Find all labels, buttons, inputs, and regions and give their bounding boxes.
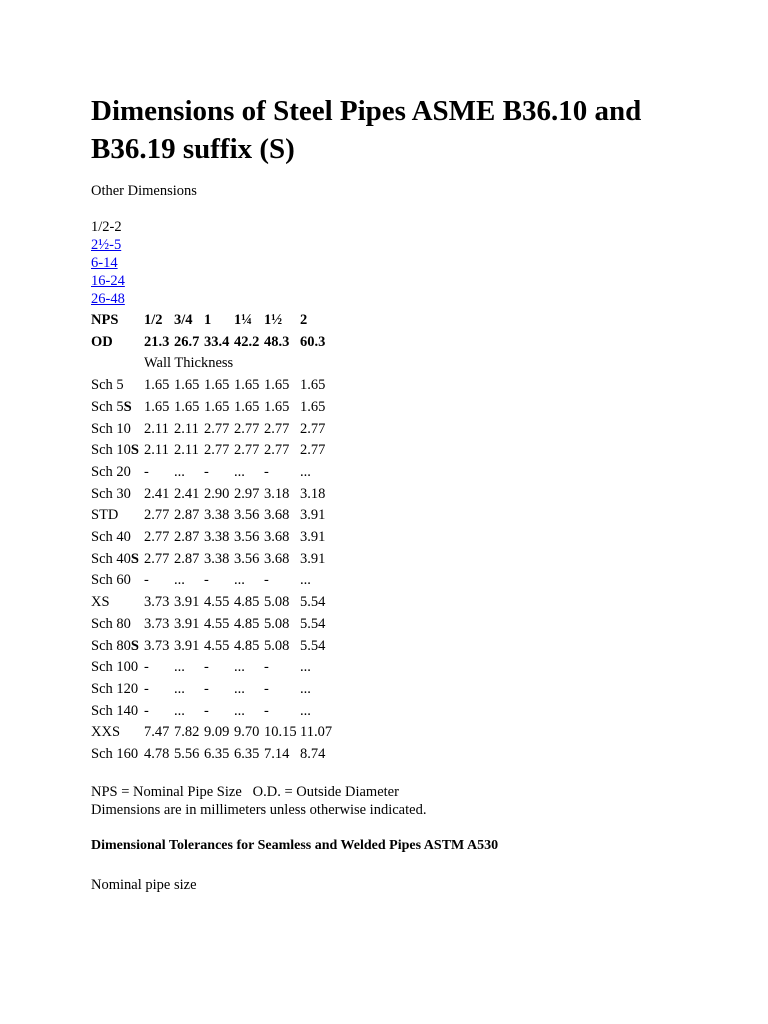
wall-thickness-cell: 2.77 [144, 507, 170, 524]
schedule-label-text: Sch 20 [91, 463, 131, 480]
units-note: Dimensions are in millimeters unless otherwise indicated. [91, 802, 427, 818]
wall-thickness-cell: 3.38 [204, 550, 230, 567]
wall-thickness-cell: 10.15 [264, 724, 297, 741]
wall-thickness-cell: 4.85 [234, 615, 260, 632]
schedule-label [91, 679, 144, 701]
wall-thickness-cell: 2.77 [234, 442, 260, 459]
wall-thickness-cell: 3.68 [264, 550, 290, 567]
schedule-label [91, 549, 144, 571]
empty-cell [91, 353, 144, 375]
wall-thickness-cell: - [144, 572, 149, 589]
schedule-row [91, 679, 340, 701]
schedule-row [91, 614, 340, 636]
schedule-label-text: Sch 100 [91, 659, 139, 676]
wall-thickness-cell: - [204, 680, 209, 697]
schedule-label [91, 527, 144, 549]
wall-thickness-cell: 2.87 [174, 529, 200, 546]
wall-thickness-cell: - [264, 463, 269, 480]
schedule-row [91, 397, 340, 419]
schedule-label [91, 592, 144, 614]
schedule-label-text: Sch 140 [91, 702, 139, 719]
schedule-label [91, 657, 144, 679]
wall-thickness-cell: 3.38 [204, 529, 230, 546]
schedule-label [91, 397, 144, 419]
od-value-cell: 33.4 [204, 333, 230, 350]
wall-thickness-cell: 2.77 [204, 442, 230, 459]
wall-thickness-cell: 1.65 [264, 377, 290, 394]
wall-thickness-cell: 5.54 [300, 637, 326, 654]
wall-thickness-cell: 2.77 [234, 420, 260, 437]
schedule-label-text: Sch 80 [91, 637, 131, 654]
wall-thickness-cell: 3.91 [300, 529, 326, 546]
wall-thickness-cell: 3.91 [174, 637, 200, 654]
wall-thickness-cell: 3.91 [300, 507, 326, 524]
schedule-suffix: S [123, 398, 132, 415]
wall-thickness-cell: - [204, 702, 209, 719]
size-range-link-26-48[interactable]: 26-48 [91, 291, 125, 307]
wall-thickness-cell: 4.55 [204, 615, 230, 632]
schedule-row [91, 505, 340, 527]
wall-thickness-cell: ... [174, 463, 185, 480]
schedule-label [91, 375, 144, 397]
wall-thickness-cell: 2.77 [300, 420, 326, 437]
wall-thickness-cell: 2.11 [144, 442, 169, 459]
schedule-label-text: Sch 5 [91, 398, 124, 415]
wall-thickness-cell: ... [300, 680, 311, 697]
wall-thickness-label: Wall Thickness [144, 355, 234, 372]
schedule-row [91, 440, 340, 462]
schedule-label [91, 484, 144, 506]
wall-thickness-cell: - [264, 702, 269, 719]
wall-thickness-cell: - [144, 659, 149, 676]
schedule-label [91, 701, 144, 723]
wall-thickness-cell: ... [174, 680, 185, 697]
wall-thickness-cell: 11.07 [300, 724, 333, 741]
schedule-row [91, 527, 340, 549]
schedule-row [91, 484, 340, 506]
wall-thickness-cell: 3.73 [144, 615, 170, 632]
wall-thickness-cell: 3.56 [234, 550, 260, 567]
schedule-suffix: S [130, 442, 139, 459]
wall-thickness-cell: 5.54 [300, 615, 326, 632]
wall-thickness-cell: 3.73 [144, 637, 170, 654]
schedule-label [91, 505, 144, 527]
wall-thickness-cell: - [264, 659, 269, 676]
wall-thickness-cell: 4.78 [144, 746, 170, 763]
wall-thickness-cell: ... [174, 659, 185, 676]
size-range-current: 1/2-2 [91, 219, 122, 235]
wall-thickness-cell: 5.08 [264, 615, 290, 632]
wall-thickness-cell: 4.55 [204, 637, 230, 654]
nominal-pipe-size-label: Nominal pipe size [91, 877, 197, 893]
schedule-label-text: Sch 10 [91, 420, 131, 437]
wall-thickness-row [91, 353, 340, 375]
wall-thickness-cell: 3.56 [234, 529, 260, 546]
schedule-label [91, 614, 144, 636]
schedule-label [91, 440, 144, 462]
wall-thickness-cell: 1.65 [174, 398, 200, 415]
wall-thickness-cell: 7.14 [264, 746, 290, 763]
wall-thickness-cell: 1.65 [300, 377, 326, 394]
wall-thickness-cell: 1.65 [234, 377, 260, 394]
schedule-label-text: XS [91, 594, 110, 611]
nps-size-cell: 1 [204, 312, 212, 328]
wall-thickness-cell: 2.41 [144, 485, 170, 502]
od-value-cell: 60.3 [300, 333, 326, 350]
wall-thickness-cell: - [144, 463, 149, 480]
wall-thickness-cell: - [204, 659, 209, 676]
schedule-label [91, 722, 144, 744]
wall-thickness-cell: - [144, 680, 149, 697]
od-value-cell: 26.7 [174, 333, 200, 350]
wall-thickness-cell: 2.77 [264, 442, 290, 459]
wall-thickness-cell: 1.65 [300, 398, 326, 415]
schedule-label-text: Sch 40 [91, 550, 131, 567]
od-label: OD [91, 333, 113, 350]
schedule-suffix: S [130, 637, 139, 654]
schedule-label-text: Sch 160 [91, 746, 139, 763]
schedule-row [91, 744, 340, 766]
wall-thickness-cell: 3.56 [234, 507, 260, 524]
wall-thickness-cell: ... [234, 659, 245, 676]
wall-thickness-cell: 3.18 [264, 485, 290, 502]
wall-thickness-cell: 2.77 [144, 529, 170, 546]
wall-thickness-cell: 1.65 [204, 377, 230, 394]
pipe-dimensions-table [91, 310, 340, 766]
wall-thickness-cell: 2.87 [174, 550, 200, 567]
schedule-row [91, 375, 340, 397]
wall-thickness-cell: ... [174, 702, 185, 719]
wall-thickness-cell: 7.82 [174, 724, 200, 741]
wall-thickness-cell: ... [234, 702, 245, 719]
schedule-label [91, 636, 144, 658]
wall-thickness-cell: ... [234, 572, 245, 589]
wall-thickness-cell: 4.55 [204, 594, 230, 611]
wall-thickness-cell: 4.85 [234, 637, 260, 654]
wall-thickness-cell: 5.08 [264, 594, 290, 611]
wall-thickness-cell: 2.11 [174, 442, 199, 459]
wall-thickness-cell: 1.65 [144, 398, 170, 415]
notes [91, 783, 426, 819]
size-range-link-16-24[interactable]: 16-24 [91, 273, 125, 289]
schedule-label-text: Sch 10 [91, 442, 131, 459]
wall-thickness-cell: 1.65 [264, 398, 290, 415]
od-value-cell: 48.3 [264, 333, 290, 350]
wall-thickness-cell: 3.91 [300, 550, 326, 567]
nps-label: NPS [91, 312, 119, 328]
wall-thickness-cell: 3.91 [174, 615, 200, 632]
wall-thickness-cell: ... [300, 572, 311, 589]
wall-thickness-cell: 8.74 [300, 746, 326, 763]
wall-thickness-cell: 3.68 [264, 529, 290, 546]
wall-thickness-cell: 2.77 [300, 442, 326, 459]
nps-header-row [91, 310, 340, 332]
wall-thickness-cell: ... [234, 680, 245, 697]
nps-size-cell: 1/2 [144, 312, 163, 328]
schedule-label [91, 570, 144, 592]
wall-thickness-cell: 2.11 [174, 420, 199, 437]
wall-thickness-cell: 5.56 [174, 746, 200, 763]
wall-thickness-cell: 2.77 [264, 420, 290, 437]
schedule-label-text: Sch 5 [91, 377, 124, 394]
wall-thickness-cell: - [144, 702, 149, 719]
wall-thickness-cell: 2.11 [144, 420, 169, 437]
wall-thickness-cell: 2.41 [174, 485, 200, 502]
wall-thickness-cell: - [264, 572, 269, 589]
schedule-label-text: Sch 40 [91, 529, 131, 546]
wall-thickness-cell: 3.73 [144, 594, 170, 611]
nps-size-cell: 1½ [264, 312, 283, 328]
wall-thickness-cell: 1.65 [174, 377, 200, 394]
schedule-row [91, 570, 340, 592]
schedule-row [91, 462, 340, 484]
wall-thickness-cell: 9.70 [234, 724, 260, 741]
size-range-list [91, 218, 125, 308]
wall-thickness-cell: 1.65 [234, 398, 260, 415]
schedule-label-text: Sch 80 [91, 615, 131, 632]
schedule-label-text: XXS [91, 724, 121, 741]
wall-thickness-cell: 2.87 [174, 507, 200, 524]
schedule-row [91, 701, 340, 723]
wall-thickness-cell: 7.47 [144, 724, 170, 741]
wall-thickness-cell: 1.65 [204, 398, 230, 415]
page-title: Dimensions of Steel Pipes ASME B36.10 and B36.19 suffix (S) [91, 95, 642, 165]
wall-thickness-cell: ... [174, 572, 185, 589]
wall-thickness-cell: - [264, 680, 269, 697]
wall-thickness-cell: 2.97 [234, 485, 260, 502]
schedule-row [91, 592, 340, 614]
schedule-label-text: STD [91, 507, 119, 524]
abbreviation-legend: NPS = Nominal Pipe Size O.D. = Outside Diameter [91, 784, 399, 800]
schedule-row [91, 419, 340, 441]
wall-thickness-cell: 3.91 [174, 594, 200, 611]
wall-thickness-cell: 6.35 [234, 746, 260, 763]
wall-thickness-cell: ... [300, 463, 311, 480]
schedule-label [91, 462, 144, 484]
schedule-label [91, 744, 144, 766]
wall-thickness-cell: 5.54 [300, 594, 326, 611]
od-row [91, 332, 340, 354]
od-value-cell: 21.3 [144, 333, 170, 350]
wall-thickness-cell: 6.35 [204, 746, 230, 763]
wall-thickness-cell: 2.77 [204, 420, 230, 437]
schedule-row [91, 636, 340, 658]
wall-thickness-cell: ... [300, 659, 311, 676]
schedule-row [91, 549, 340, 571]
schedule-label-text: Sch 30 [91, 485, 131, 502]
wall-thickness-cell: 5.08 [264, 637, 290, 654]
wall-thickness-cell: 1.65 [144, 377, 170, 394]
wall-thickness-cell: ... [234, 463, 245, 480]
wall-thickness-cell: 3.68 [264, 507, 290, 524]
wall-thickness-cell: 2.77 [144, 550, 170, 567]
nps-size-cell: 1¼ [234, 312, 253, 328]
schedule-suffix: S [130, 550, 139, 567]
nps-size-cell: 2 [300, 312, 308, 328]
wall-thickness-cell: - [204, 463, 209, 480]
tolerances-heading: Dimensional Tolerances for Seamless and Welded Pipes ASTM A530 [91, 838, 499, 853]
schedule-label [91, 419, 144, 441]
wall-thickness-cell: 3.38 [204, 507, 230, 524]
size-range-link-6-14[interactable]: 6-14 [91, 255, 118, 271]
schedule-row [91, 657, 340, 679]
schedule-label-text: Sch 120 [91, 680, 139, 697]
wall-thickness-cell: 2.90 [204, 485, 230, 502]
schedule-label-text: Sch 60 [91, 572, 131, 589]
schedule-row [91, 722, 340, 744]
wall-thickness-cell: 3.18 [300, 485, 326, 502]
wall-thickness-cell: 9.09 [204, 724, 230, 741]
od-value-cell: 42.2 [234, 333, 260, 350]
nps-size-cell: 3/4 [174, 312, 193, 328]
wall-thickness-cell: 4.85 [234, 594, 260, 611]
other-dimensions-label: Other Dimensions [91, 183, 197, 199]
wall-thickness-cell: - [204, 572, 209, 589]
wall-thickness-cell: ... [300, 702, 311, 719]
size-range-link-2half-5[interactable]: 2½-5 [91, 237, 122, 253]
